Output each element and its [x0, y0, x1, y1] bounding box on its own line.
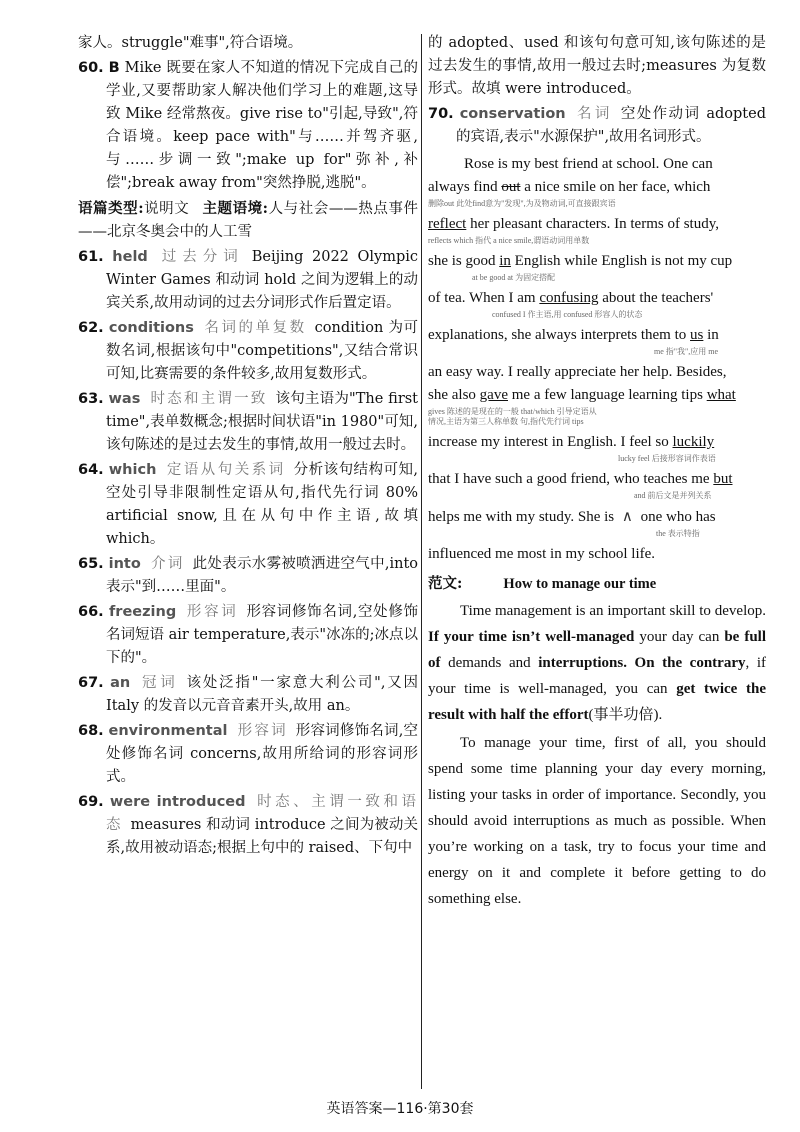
item-answer: held — [112, 249, 148, 265]
intro-line: 家人。struggle"难事",符合语境。 — [78, 35, 303, 51]
model-essay-title: How to manage our time — [503, 576, 657, 592]
answer-item — [78, 388, 418, 457]
item-answer: into — [108, 556, 141, 572]
insertion-mark: ∧ — [621, 507, 633, 525]
essay-error-word: but — [713, 471, 733, 487]
item-explanation: 该处泛指"一家意大利公司",又因 Italy 的发音以元音音素开头,故用 an。 — [106, 675, 419, 714]
genre-value: 说明文 — [143, 201, 190, 217]
item-explanation: 分析该句结构可知,空处引导非限制性定语从句,指代先行词 80% artificial snow,且在从句中作主语,故填 which。 — [106, 462, 419, 547]
q70-explanation: 空处作动词 adopted 的宾语,表示"水源保护",故用名词形式。 — [456, 106, 766, 145]
essay-text: she is good — [428, 253, 500, 269]
item-tag: 形容词 — [237, 723, 288, 739]
item-explanation: Beijing 2022 Olympic Winter Games 和动词 hold 之间为逻辑上的动宾关系,故用动词的过去分词形式作后置定语。 — [106, 249, 418, 311]
model-text: (事半功倍). — [588, 707, 663, 723]
model-paragraph — [428, 598, 766, 728]
model-text: , if your time is well-managed, you can — [428, 655, 766, 697]
item-answer: freezing — [108, 604, 177, 620]
essay-text: explanations, she always interprets them to — [428, 327, 691, 343]
correction-note: the 表示特指 — [656, 529, 700, 538]
item-number: 69. — [78, 794, 104, 810]
item-number: 62. — [78, 320, 104, 336]
essay-text: that I have such a good friend, who teaches me — [428, 471, 714, 487]
left-column — [78, 32, 418, 862]
q60-answer: B — [108, 60, 120, 76]
model-highlight: get twice the result with half the effort — [428, 681, 766, 723]
correction-note: 删除out 此处find意为"发现",为及物动词,可直接跟宾语 — [428, 199, 616, 208]
essay-error-word: us — [690, 327, 704, 343]
passage-meta — [78, 197, 418, 244]
correction-note: at be good at 为固定搭配 — [472, 273, 556, 282]
item-number: 68. — [78, 723, 104, 739]
essay-text: English while English is not my cup — [510, 253, 733, 269]
answer-item — [78, 601, 418, 670]
item-number: 66. — [78, 604, 104, 620]
essay-text: in — [703, 327, 719, 343]
model-essay-heading — [428, 572, 766, 596]
item-explanation: condition 为可数名词,根据该句中"competitions",又结合常识可知,比赛需要的条件较多,故用复数形式。 — [106, 320, 419, 382]
item-explanation: 此处表示水雾被喷洒进空气中,into 表示"到……里面"。 — [106, 556, 418, 595]
item-answer: environmental — [108, 723, 228, 739]
answer-item — [78, 720, 418, 789]
correction-note: 情况,主语为第三人称单数 句,指代先行词 tips — [428, 417, 584, 426]
answer-60 — [78, 57, 418, 195]
item-tag: 过去分词 — [157, 249, 244, 265]
model-highlight: If your time isn’t well-managed — [428, 629, 635, 645]
answer-item — [78, 459, 418, 551]
column-divider — [421, 34, 422, 1089]
essay-line — [428, 384, 766, 407]
essay-line — [428, 505, 766, 529]
item-number: 64. — [78, 462, 104, 478]
answer-item — [78, 553, 418, 599]
corrected-essay — [428, 153, 766, 566]
model-text: demands and — [440, 655, 539, 671]
model-essay — [428, 598, 766, 912]
genre-label: 语篇类型: — [78, 200, 144, 217]
essay-text: her pleasant characters. In terms of study, — [466, 216, 719, 232]
item-explanation: 形容词修饰名词,空处修饰名词短语 air temperature,表示"冰冻的;冰点以下的"。 — [106, 604, 419, 666]
q70-answer: conservation — [459, 106, 566, 122]
answer-list — [78, 246, 418, 860]
item-answer: an — [110, 675, 131, 691]
essay-line — [428, 287, 766, 310]
essay-text: always find — [428, 179, 502, 195]
correction-note: reflects which 指代 a nice smile,谓语动词用单数 — [428, 236, 590, 245]
essay-line — [428, 324, 766, 347]
essay-line: influenced me most in my school life. — [428, 546, 656, 562]
essay-text: she also — [428, 387, 480, 403]
correction-note: lucky feel 后接形容词作表语 — [618, 454, 716, 463]
item-tag: 名词的单复数 — [203, 320, 307, 336]
item-answer: was — [108, 391, 141, 407]
answer-69-continued: 的 adopted、used 和该句句意可知,该句陈述的是过去发生的事情,故用一般过去时;measures 为复数形式。故填 were introduced。 — [428, 35, 766, 97]
item-answer: conditions — [108, 320, 194, 336]
essay-line — [428, 431, 766, 454]
essay-deleted-word: out — [501, 179, 521, 195]
q70-number: 70. — [428, 106, 454, 122]
model-text: Time management is an important skill to develop. — [460, 603, 766, 619]
answer-item — [78, 791, 418, 860]
item-explanation: measures 和动词 introduce 之间为被动关系,故用被动语态;根据上句中的 raised、下句中 — [106, 817, 418, 856]
item-answer: were introduced — [109, 794, 246, 810]
essay-text: a nice smile on her face, which — [520, 179, 711, 195]
model-highlight: be full of — [428, 629, 766, 671]
essay-text: me a few language learning tips — [508, 387, 707, 403]
essay-text: helps me with my study. She is — [428, 509, 618, 525]
essay-text: increase my interest in English. I feel so — [428, 434, 673, 450]
q60-number: 60. — [78, 60, 104, 76]
item-number: 63. — [78, 391, 104, 407]
item-number: 61. — [78, 249, 104, 265]
essay-line — [428, 213, 766, 236]
model-text: your day can — [634, 629, 725, 645]
essay-line — [428, 250, 766, 273]
right-column — [428, 32, 766, 914]
item-tag: 冠词 — [140, 675, 179, 691]
correction-note: gives 陈述的是现在的一般 that/which 引导定语从 — [428, 407, 597, 416]
answer-70 — [428, 103, 766, 149]
item-number: 65. — [78, 556, 104, 572]
essay-line — [428, 176, 766, 199]
essay-text: about the teachers' — [598, 290, 714, 306]
item-tag: 定语从句关系词 — [166, 462, 286, 478]
item-tag: 介词 — [150, 556, 185, 572]
item-explanation: 形容词修饰名词,空处修饰名词 concerns,故用所给词的形容词形式。 — [106, 723, 419, 785]
essay-error-word: luckily — [672, 434, 715, 450]
correction-note: me 指"我",应用 me — [654, 347, 719, 356]
essay-line — [428, 468, 766, 491]
essay-error-word: in — [499, 253, 511, 269]
essay-text: one who has — [636, 509, 716, 525]
correction-note: confused I 作主语,用 confused 形容人的状态 — [492, 310, 643, 319]
item-tag: 时态和主谓一致 — [150, 391, 268, 407]
page-footer: 英语答案—116·第30套 — [326, 1101, 474, 1117]
theme-value: 人与社会——热点事件——北京冬奥会中的人工雪 — [78, 201, 419, 240]
essay-text: of tea. When I am — [428, 290, 540, 306]
essay-line: Rose is my best friend at school. One can — [464, 156, 713, 172]
q70-tag: 名词 — [575, 106, 613, 122]
model-paragraph: To manage your time, first of all, you should spend some time planning your day every morning, listing your tasks in order of importance. Secondly, you should avoid interruptions as much as possible. When you’re working on a task, try to focus your time and energy on it and complete it before getting to do something else. — [428, 735, 766, 907]
item-explanation: 该句主语为"The first time",表单数概念;根据时间状语"in 1980"可知,该句陈述的是过去发生的事情,故用一般过去时。 — [106, 391, 419, 453]
essay-error-word: what — [706, 387, 736, 403]
item-tag: 时态、主谓一致和语态 — [106, 794, 419, 833]
essay-error-word: confusing — [539, 290, 599, 306]
essay-line: an easy way. I really appreciate her help. Besides, — [428, 364, 727, 380]
theme-label: 主题语境: — [202, 200, 269, 217]
essay-error-word: gave — [479, 387, 508, 403]
item-tag: 形容词 — [186, 604, 239, 620]
essay-error-word: reflect — [428, 216, 467, 232]
correction-note: and 前后文是并列关系 — [634, 491, 712, 500]
model-essay-label: 范文: — [428, 575, 463, 592]
item-number: 67. — [78, 675, 104, 691]
q60-explanation: Mike 既要在家人不知道的情况下完成自己的学业,又要帮助家人解决他们学习上的难题,这导致 Mike 经常熬夜。give rise to"引起,导致",符合语境。keep pace with"与……并驾齐驱,与……步调一致";make up for"弥补,补偿";break away from"突然挣脱,逃脱"。 — [106, 60, 419, 191]
answer-item — [78, 672, 418, 718]
model-highlight: interruptions. On the contrary — [538, 655, 746, 671]
answer-item — [78, 246, 418, 315]
answer-item — [78, 317, 418, 386]
item-answer: which — [108, 462, 157, 478]
